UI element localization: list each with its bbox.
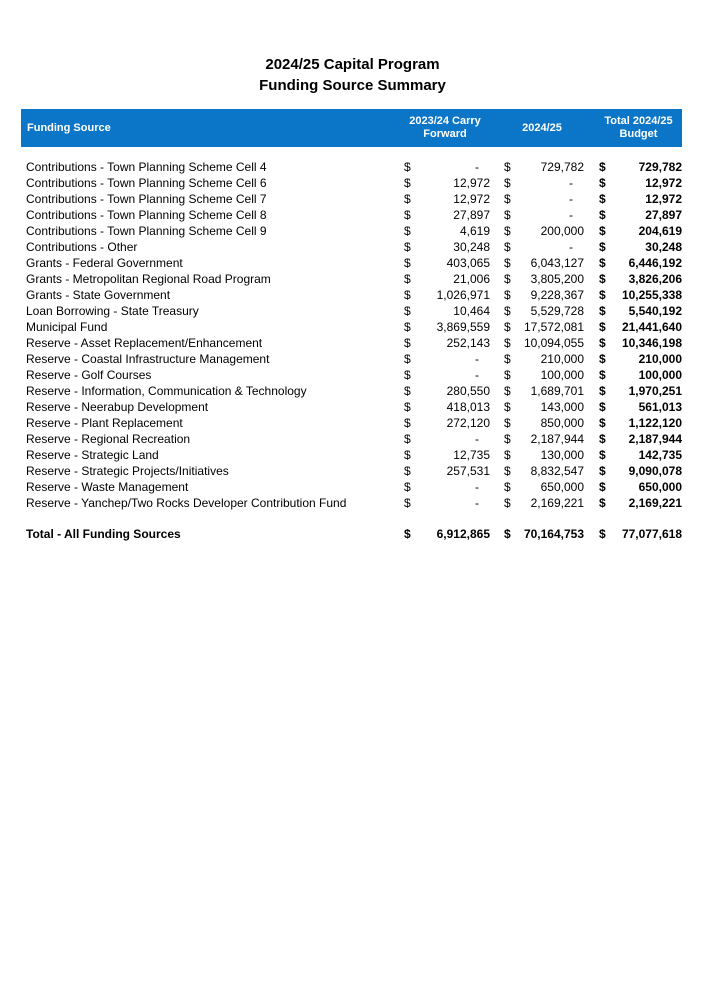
year-budget-amount: 1,689,701 bbox=[530, 384, 584, 398]
total-budget-amount: 210,000 bbox=[638, 352, 682, 366]
table-row bbox=[21, 431, 682, 447]
row-label: Reserve - Waste Management bbox=[26, 480, 189, 494]
total-2024-25-cell bbox=[500, 526, 584, 542]
carry-forward-cell bbox=[400, 207, 490, 223]
carry-forward-amount: - bbox=[475, 368, 479, 382]
carry-forward-amount: 280,550 bbox=[446, 384, 490, 398]
year-budget-cell bbox=[500, 447, 584, 463]
currency-symbol: $ bbox=[504, 368, 511, 382]
total-budget-cell bbox=[595, 367, 682, 383]
total-budget-cell bbox=[595, 191, 682, 207]
year-budget-cell bbox=[500, 319, 584, 335]
year-budget-amount: 729,782 bbox=[540, 160, 584, 174]
year-budget-amount: 850,000 bbox=[540, 416, 584, 430]
row-label: Reserve - Strategic Land bbox=[26, 448, 159, 462]
table-row bbox=[21, 223, 682, 239]
table-row bbox=[21, 351, 682, 367]
year-budget-amount: 8,832,547 bbox=[530, 464, 584, 478]
total-budget-cell bbox=[595, 383, 682, 399]
table-row bbox=[21, 271, 682, 287]
carry-forward-cell bbox=[400, 175, 490, 191]
total-budget-cell bbox=[595, 239, 682, 255]
total-budget-cell bbox=[595, 463, 682, 479]
year-budget-amount: 17,572,081 bbox=[523, 320, 584, 334]
carry-forward-cell bbox=[400, 463, 490, 479]
total-budget-amount: 5,540,192 bbox=[628, 304, 682, 318]
table-row bbox=[21, 383, 682, 399]
year-budget-cell bbox=[500, 335, 584, 351]
currency-symbol: $ bbox=[404, 224, 411, 238]
currency-symbol: $ bbox=[599, 256, 606, 270]
currency-symbol: $ bbox=[404, 192, 411, 206]
carry-forward-cell bbox=[400, 495, 490, 511]
column-header-carry-forward: 2023/24 Carry Forward bbox=[409, 115, 481, 140]
row-label: Contributions - Town Planning Scheme Cell 7 bbox=[26, 192, 267, 206]
row-label: Grants - Federal Government bbox=[26, 256, 183, 270]
table-row bbox=[21, 399, 682, 415]
currency-symbol: $ bbox=[404, 320, 411, 334]
table-row bbox=[21, 207, 682, 223]
currency-symbol: $ bbox=[599, 336, 606, 350]
year-budget-amount: - bbox=[569, 176, 573, 190]
currency-symbol: $ bbox=[504, 192, 511, 206]
currency-symbol: $ bbox=[599, 432, 606, 446]
currency-symbol: $ bbox=[404, 464, 411, 478]
total-budget-cell bbox=[595, 447, 682, 463]
currency-symbol: $ bbox=[404, 352, 411, 366]
year-budget-amount: - bbox=[569, 192, 573, 206]
total-budget-cell bbox=[595, 479, 682, 495]
carry-forward-cell bbox=[400, 303, 490, 319]
total-budget-amount: 1,970,251 bbox=[628, 384, 682, 398]
year-budget-amount: 2,187,944 bbox=[530, 432, 584, 446]
total-budget-cell bbox=[595, 159, 682, 175]
currency-symbol: $ bbox=[599, 400, 606, 414]
carry-forward-cell bbox=[400, 351, 490, 367]
total-budget-cell bbox=[595, 175, 682, 191]
total-budget-amount: 729,782 bbox=[638, 160, 682, 174]
carry-forward-cell bbox=[400, 383, 490, 399]
carry-forward-amount: 21,006 bbox=[453, 272, 490, 286]
column-header-total-budget: Total 2024/25 Budget bbox=[604, 115, 673, 140]
row-label: Grants - State Government bbox=[26, 288, 171, 302]
year-budget-cell bbox=[500, 431, 584, 447]
total-budget-amount: 9,090,078 bbox=[628, 464, 682, 478]
currency-symbol: $ bbox=[504, 432, 511, 446]
year-budget-amount: 5,529,728 bbox=[530, 304, 584, 318]
carry-forward-cell bbox=[400, 159, 490, 175]
year-budget-cell bbox=[500, 287, 584, 303]
total-budget-cell bbox=[595, 319, 682, 335]
year-budget-cell bbox=[500, 495, 584, 511]
total-row-label: Total - All Funding Sources bbox=[26, 527, 181, 541]
row-label: Reserve - Yanchep/Two Rocks Developer Contribution Fund bbox=[26, 496, 347, 510]
carry-forward-cell bbox=[400, 223, 490, 239]
row-label: Contributions - Town Planning Scheme Cell 6 bbox=[26, 176, 267, 190]
currency-symbol: $ bbox=[404, 288, 411, 302]
currency-symbol: $ bbox=[504, 352, 511, 366]
currency-symbol: $ bbox=[599, 480, 606, 494]
year-budget-cell bbox=[500, 399, 584, 415]
row-label: Reserve - Coastal Infrastructure Management bbox=[26, 352, 270, 366]
table-row bbox=[21, 447, 682, 463]
currency-symbol: $ bbox=[504, 496, 511, 510]
currency-symbol: $ bbox=[504, 208, 511, 222]
carry-forward-cell bbox=[400, 447, 490, 463]
table-row bbox=[21, 367, 682, 383]
carry-forward-cell bbox=[400, 287, 490, 303]
currency-symbol: $ bbox=[504, 400, 511, 414]
row-label: Reserve - Strategic Projects/Initiatives bbox=[26, 464, 229, 478]
currency-symbol: $ bbox=[599, 496, 606, 510]
year-budget-cell bbox=[500, 383, 584, 399]
currency-symbol: $ bbox=[599, 384, 606, 398]
carry-forward-cell bbox=[400, 191, 490, 207]
currency-symbol: $ bbox=[404, 304, 411, 318]
total-budget-amount: 100,000 bbox=[638, 368, 682, 382]
total-carry-forward-amount: 6,912,865 bbox=[436, 527, 490, 541]
funding-source-table bbox=[21, 109, 682, 542]
total-budget-amount: 2,187,944 bbox=[628, 432, 682, 446]
currency-symbol: $ bbox=[599, 416, 606, 430]
currency-symbol: $ bbox=[504, 224, 511, 238]
table-row bbox=[21, 159, 682, 175]
currency-symbol: $ bbox=[404, 272, 411, 286]
carry-forward-cell bbox=[400, 335, 490, 351]
currency-symbol: $ bbox=[404, 432, 411, 446]
carry-forward-cell bbox=[400, 399, 490, 415]
year-budget-cell bbox=[500, 159, 584, 175]
year-budget-amount: 6,043,127 bbox=[530, 256, 584, 270]
currency-symbol: $ bbox=[504, 527, 511, 541]
carry-forward-amount: 12,735 bbox=[453, 448, 490, 462]
year-budget-cell bbox=[500, 479, 584, 495]
carry-forward-amount: 257,531 bbox=[446, 464, 490, 478]
total-2024-25-amount: 70,164,753 bbox=[523, 527, 584, 541]
row-label: Reserve - Golf Courses bbox=[26, 368, 152, 382]
currency-symbol: $ bbox=[504, 272, 511, 286]
total-carry-forward-cell bbox=[400, 526, 490, 542]
year-budget-amount: 143,000 bbox=[540, 400, 584, 414]
currency-symbol: $ bbox=[404, 368, 411, 382]
table-row bbox=[21, 175, 682, 191]
table-row bbox=[21, 239, 682, 255]
year-budget-cell bbox=[500, 463, 584, 479]
total-budget-amount: 1,122,120 bbox=[628, 416, 682, 430]
year-budget-amount: 100,000 bbox=[540, 368, 584, 382]
year-budget-cell bbox=[500, 271, 584, 287]
carry-forward-amount: 12,972 bbox=[453, 176, 490, 190]
currency-symbol: $ bbox=[504, 160, 511, 174]
total-budget-cell bbox=[595, 303, 682, 319]
currency-symbol: $ bbox=[599, 160, 606, 174]
currency-symbol: $ bbox=[599, 224, 606, 238]
currency-symbol: $ bbox=[504, 384, 511, 398]
total-budget-amount: 10,255,338 bbox=[621, 288, 682, 302]
row-label: Reserve - Asset Replacement/Enhancement bbox=[26, 336, 263, 350]
total-budget-amount: 650,000 bbox=[638, 480, 682, 494]
carry-forward-amount: - bbox=[475, 432, 479, 446]
total-budget-amount: 30,248 bbox=[645, 240, 682, 254]
year-budget-amount: 650,000 bbox=[540, 480, 584, 494]
row-label: Contributions - Town Planning Scheme Cell 4 bbox=[26, 160, 267, 174]
carry-forward-cell bbox=[400, 479, 490, 495]
total-budget-amount: 204,619 bbox=[638, 224, 682, 238]
currency-symbol: $ bbox=[599, 320, 606, 334]
currency-symbol: $ bbox=[504, 240, 511, 254]
currency-symbol: $ bbox=[504, 464, 511, 478]
currency-symbol: $ bbox=[404, 527, 411, 541]
currency-symbol: $ bbox=[599, 527, 606, 541]
row-label: Reserve - Regional Recreation bbox=[26, 432, 191, 446]
carry-forward-cell bbox=[400, 415, 490, 431]
year-budget-amount: - bbox=[569, 208, 573, 222]
table-row bbox=[21, 319, 682, 335]
carry-forward-amount: 30,248 bbox=[453, 240, 490, 254]
carry-forward-amount: 4,619 bbox=[459, 224, 490, 238]
year-budget-amount: 2,169,221 bbox=[530, 496, 584, 510]
currency-symbol: $ bbox=[404, 256, 411, 270]
year-budget-cell bbox=[500, 223, 584, 239]
year-budget-cell bbox=[500, 367, 584, 383]
currency-symbol: $ bbox=[504, 256, 511, 270]
currency-symbol: $ bbox=[504, 416, 511, 430]
column-header-2024-25: 2024/25 bbox=[522, 121, 562, 134]
page-title: 2024/25 Capital Program bbox=[265, 56, 440, 73]
currency-symbol: $ bbox=[504, 176, 511, 190]
total-budget-amount: 12,972 bbox=[645, 192, 682, 206]
carry-forward-amount: 3,869,559 bbox=[436, 320, 490, 334]
row-label: Loan Borrowing - State Treasury bbox=[26, 304, 199, 318]
carry-forward-amount: 27,897 bbox=[453, 208, 490, 222]
table-row bbox=[21, 335, 682, 351]
carry-forward-cell bbox=[400, 271, 490, 287]
currency-symbol: $ bbox=[504, 480, 511, 494]
carry-forward-amount: 403,065 bbox=[446, 256, 490, 270]
total-budget-amount: 3,826,206 bbox=[628, 272, 682, 286]
row-label: Municipal Fund bbox=[26, 320, 108, 334]
carry-forward-amount: 12,972 bbox=[453, 192, 490, 206]
currency-symbol: $ bbox=[599, 208, 606, 222]
table-row bbox=[21, 415, 682, 431]
total-budget-amount: 10,346,198 bbox=[621, 336, 682, 350]
carry-forward-amount: 252,143 bbox=[446, 336, 490, 350]
year-budget-cell bbox=[500, 175, 584, 191]
currency-symbol: $ bbox=[404, 384, 411, 398]
row-label: Contributions - Other bbox=[26, 240, 138, 254]
carry-forward-cell bbox=[400, 319, 490, 335]
currency-symbol: $ bbox=[504, 304, 511, 318]
year-budget-amount: 200,000 bbox=[540, 224, 584, 238]
total-budget-cell bbox=[595, 335, 682, 351]
row-label: Grants - Metropolitan Regional Road Program bbox=[26, 272, 271, 286]
year-budget-cell bbox=[500, 351, 584, 367]
total-budget-cell bbox=[595, 399, 682, 415]
carry-forward-cell bbox=[400, 255, 490, 271]
year-budget-amount: - bbox=[569, 240, 573, 254]
currency-symbol: $ bbox=[599, 352, 606, 366]
year-budget-cell bbox=[500, 191, 584, 207]
total-budget-amount: 77,077,618 bbox=[621, 527, 682, 541]
table-row bbox=[21, 287, 682, 303]
total-budget-cell bbox=[595, 431, 682, 447]
carry-forward-cell bbox=[400, 239, 490, 255]
carry-forward-amount: - bbox=[475, 352, 479, 366]
page-subtitle: Funding Source Summary bbox=[259, 77, 446, 94]
currency-symbol: $ bbox=[404, 448, 411, 462]
row-label: Contributions - Town Planning Scheme Cell 9 bbox=[26, 224, 267, 238]
currency-symbol: $ bbox=[404, 208, 411, 222]
total-budget-cell bbox=[595, 415, 682, 431]
currency-symbol: $ bbox=[504, 288, 511, 302]
title-block bbox=[0, 0, 705, 96]
total-row bbox=[21, 526, 682, 542]
carry-forward-amount: - bbox=[475, 480, 479, 494]
total-budget-cell bbox=[595, 287, 682, 303]
total-budget-amount: 12,972 bbox=[645, 176, 682, 190]
year-budget-cell bbox=[500, 239, 584, 255]
total-budget-cell bbox=[595, 223, 682, 239]
year-budget-cell bbox=[500, 415, 584, 431]
table-row bbox=[21, 479, 682, 495]
year-budget-amount: 3,805,200 bbox=[530, 272, 584, 286]
table-row bbox=[21, 255, 682, 271]
currency-symbol: $ bbox=[504, 448, 511, 462]
total-budget-amount: 6,446,192 bbox=[628, 256, 682, 270]
total-budget-amount: 27,897 bbox=[645, 208, 682, 222]
table-row bbox=[21, 303, 682, 319]
total-budget-cell bbox=[595, 271, 682, 287]
currency-symbol: $ bbox=[599, 304, 606, 318]
total-budget-cell bbox=[595, 207, 682, 223]
carry-forward-amount: 10,464 bbox=[453, 304, 490, 318]
year-budget-amount: 10,094,055 bbox=[523, 336, 584, 350]
year-budget-amount: 210,000 bbox=[540, 352, 584, 366]
currency-symbol: $ bbox=[504, 336, 511, 350]
row-label: Reserve - Neerabup Development bbox=[26, 400, 209, 414]
currency-symbol: $ bbox=[599, 176, 606, 190]
currency-symbol: $ bbox=[599, 464, 606, 478]
row-label: Reserve - Plant Replacement bbox=[26, 416, 183, 430]
table-body bbox=[21, 147, 682, 511]
carry-forward-amount: - bbox=[475, 160, 479, 174]
currency-symbol: $ bbox=[404, 176, 411, 190]
currency-symbol: $ bbox=[404, 480, 411, 494]
currency-symbol: $ bbox=[404, 240, 411, 254]
year-budget-cell bbox=[500, 303, 584, 319]
currency-symbol: $ bbox=[599, 192, 606, 206]
carry-forward-amount: - bbox=[475, 496, 479, 510]
row-label: Reserve - Information, Communication & Technology bbox=[26, 384, 307, 398]
year-budget-cell bbox=[500, 255, 584, 271]
carry-forward-cell bbox=[400, 367, 490, 383]
carry-forward-amount: 418,013 bbox=[446, 400, 490, 414]
total-budget-amount: 142,735 bbox=[638, 448, 682, 462]
table-row bbox=[21, 191, 682, 207]
total-budget-cell bbox=[595, 351, 682, 367]
total-budget-cell bbox=[595, 495, 682, 511]
currency-symbol: $ bbox=[404, 400, 411, 414]
total-budget-cell bbox=[595, 526, 682, 542]
currency-symbol: $ bbox=[404, 496, 411, 510]
currency-symbol: $ bbox=[404, 336, 411, 350]
table-row bbox=[21, 463, 682, 479]
currency-symbol: $ bbox=[599, 240, 606, 254]
currency-symbol: $ bbox=[599, 272, 606, 286]
currency-symbol: $ bbox=[404, 416, 411, 430]
total-budget-amount: 2,169,221 bbox=[628, 496, 682, 510]
carry-forward-amount: 272,120 bbox=[446, 416, 490, 430]
year-budget-amount: 9,228,367 bbox=[530, 288, 584, 302]
table-row bbox=[21, 495, 682, 511]
carry-forward-amount: 1,026,971 bbox=[436, 288, 490, 302]
year-budget-cell bbox=[500, 207, 584, 223]
total-budget-cell bbox=[595, 255, 682, 271]
carry-forward-cell bbox=[400, 431, 490, 447]
total-budget-amount: 561,013 bbox=[638, 400, 682, 414]
year-budget-amount: 130,000 bbox=[540, 448, 584, 462]
row-label: Contributions - Town Planning Scheme Cell 8 bbox=[26, 208, 267, 222]
currency-symbol: $ bbox=[599, 448, 606, 462]
currency-symbol: $ bbox=[404, 160, 411, 174]
currency-symbol: $ bbox=[599, 288, 606, 302]
currency-symbol: $ bbox=[504, 320, 511, 334]
currency-symbol: $ bbox=[599, 368, 606, 382]
table-header bbox=[21, 109, 682, 147]
total-budget-amount: 21,441,640 bbox=[621, 320, 682, 334]
column-header-funding-source: Funding Source bbox=[27, 121, 111, 134]
